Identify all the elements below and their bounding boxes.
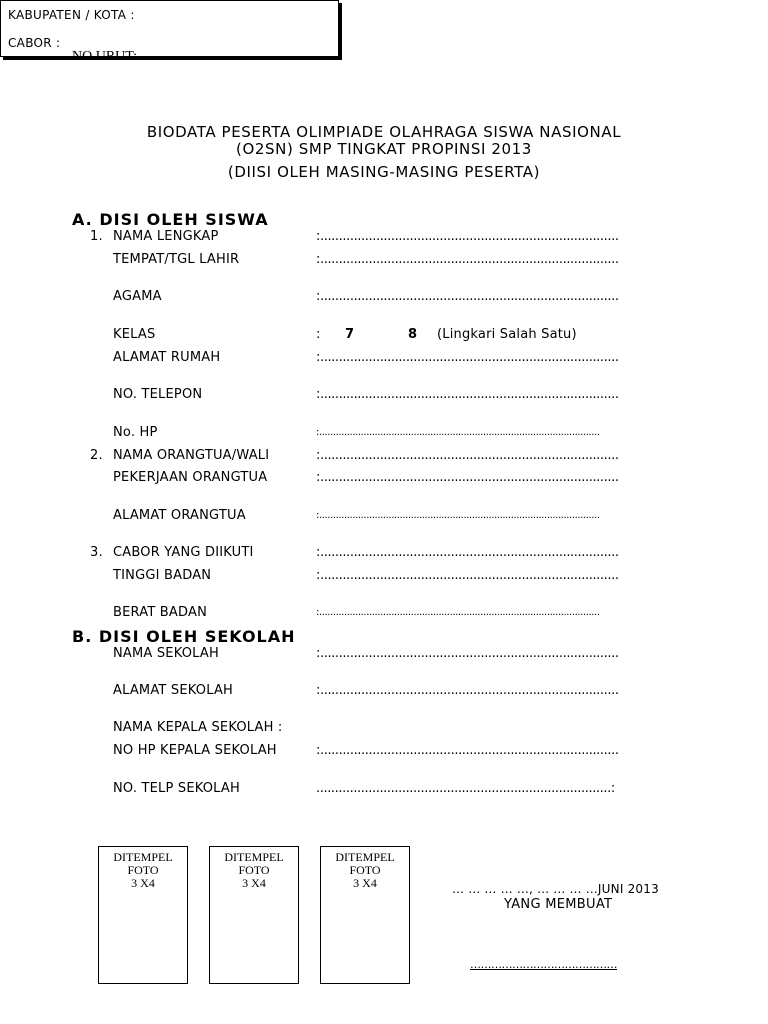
input-nama-lengkap[interactable]: :................................................................................ (316, 229, 619, 244)
input-agama[interactable]: :................................................................................ (316, 289, 619, 304)
input-pekerjaan-orangtua[interactable]: :................................................................................ (316, 470, 619, 485)
label-nama-kepala-sekolah: NAMA KEPALA SEKOLAH : (113, 720, 283, 735)
kelas-note: (Lingkari Salah Satu) (437, 327, 577, 342)
label-berat-badan: BERAT BADAN (113, 605, 208, 620)
label-alamat-orangtua: ALAMAT ORANGTUA (113, 508, 246, 523)
photo-label-line-2: FOTO (238, 863, 270, 877)
label-alamat-rumah: ALAMAT RUMAH (113, 350, 221, 365)
label-nama-lengkap: NAMA LENGKAP (113, 229, 219, 244)
input-alamat-rumah[interactable]: :................................................................................ (316, 350, 619, 365)
input-alamat-orangtua[interactable]: :..................................................................................................... (316, 510, 600, 521)
input-no-telepon[interactable]: :................................................................................ (316, 387, 619, 402)
label-no-telepon: NO. TELEPON (113, 387, 203, 402)
input-tinggi-badan[interactable]: :................................................................................ (316, 568, 619, 583)
label-tempat-tgl-lahir: TEMPAT/TGL LAHIR (113, 252, 240, 267)
signature-line[interactable]: …………………………………… (470, 958, 617, 971)
kelas-colon: : (316, 327, 321, 342)
input-nama-orangtua[interactable]: :................................................................................ (316, 448, 619, 463)
label-cabor-diikuti: CABOR YANG DIIKUTI (113, 545, 254, 560)
title-line-3: (DIISI OLEH MASING-MASING PESERTA) (227, 163, 541, 181)
label-hp-kepala-sekolah: NO HP KEPALA SEKOLAH (113, 743, 277, 758)
input-berat-badan[interactable]: :..................................................................................................... (316, 607, 600, 618)
item-number-2: 2. (90, 448, 103, 463)
title-line-2: (O2SN) SMP TINGKAT PROPINSI 2013 (236, 140, 532, 158)
section-b-heading: B. DISI OLEH SEKOLAH (72, 627, 296, 646)
input-alamat-sekolah[interactable]: :................................................................................ (316, 683, 619, 698)
input-telp-sekolah[interactable]: ...............................................................................: (316, 781, 615, 796)
kelas-option-8[interactable]: 8 (408, 327, 418, 342)
photo-label-line-2: FOTO (127, 863, 159, 877)
input-nama-sekolah[interactable]: :................................................................................ (316, 646, 619, 661)
kabupaten-box (0, 0, 339, 57)
photo-label-line-1: DITEMPEL (224, 850, 284, 864)
label-pekerjaan-orangtua: PEKERJAAN ORANGTUA (113, 470, 268, 485)
section-a-heading: A. DISI OLEH SISWA (72, 210, 269, 229)
cabor-header-label: CABOR : (8, 36, 61, 50)
photo-label-line-1: DITEMPEL (335, 850, 395, 864)
photo-label-line-3: 3 X4 (131, 876, 155, 890)
label-alamat-sekolah: ALAMAT SEKOLAH (113, 683, 234, 698)
label-agama: AGAMA (113, 289, 162, 304)
kabupaten-label: KABUPATEN / KOTA : (8, 8, 135, 22)
label-telp-sekolah: NO. TELP SEKOLAH (113, 781, 240, 796)
kelas-option-7[interactable]: 7 (345, 327, 355, 342)
item-number-3: 3. (90, 545, 103, 560)
photo-box-2 (209, 846, 299, 984)
photo-label-line-1: DITEMPEL (113, 850, 173, 864)
label-nama-orangtua: NAMA ORANGTUA/WALI (113, 448, 270, 463)
photo-label-line-2: FOTO (349, 863, 381, 877)
input-tempat-tgl-lahir[interactable]: :................................................................................ (316, 252, 619, 267)
item-number-1: 1. (90, 229, 103, 244)
label-kelas: KELAS (113, 327, 156, 342)
label-tinggi-badan: TINGGI BADAN (113, 568, 212, 583)
input-hp-kepala-sekolah[interactable]: :................................................................................ (316, 743, 619, 758)
input-no-hp[interactable]: :..................................................................................................... (316, 427, 600, 438)
photo-label-line-3: 3 X4 (242, 876, 266, 890)
label-no-hp: No. HP (113, 425, 158, 440)
photo-label-line-3: 3 X4 (353, 876, 377, 890)
photo-box-1 (98, 846, 188, 984)
input-cabor-diikuti[interactable]: :................................................................................ (316, 545, 619, 560)
photo-box-3 (320, 846, 410, 984)
signature-caption: YANG MEMBUAT (504, 897, 613, 912)
signature-date[interactable]: … … … … …, … … … …JUNI 2013 (452, 882, 659, 896)
no-urut-label: NO URUT: (72, 49, 138, 64)
title-line-1: BIODATA PESERTA OLIMPIADE OLAHRAGA SISWA NASIONAL (146, 123, 622, 141)
label-nama-sekolah: NAMA SEKOLAH (113, 646, 219, 661)
